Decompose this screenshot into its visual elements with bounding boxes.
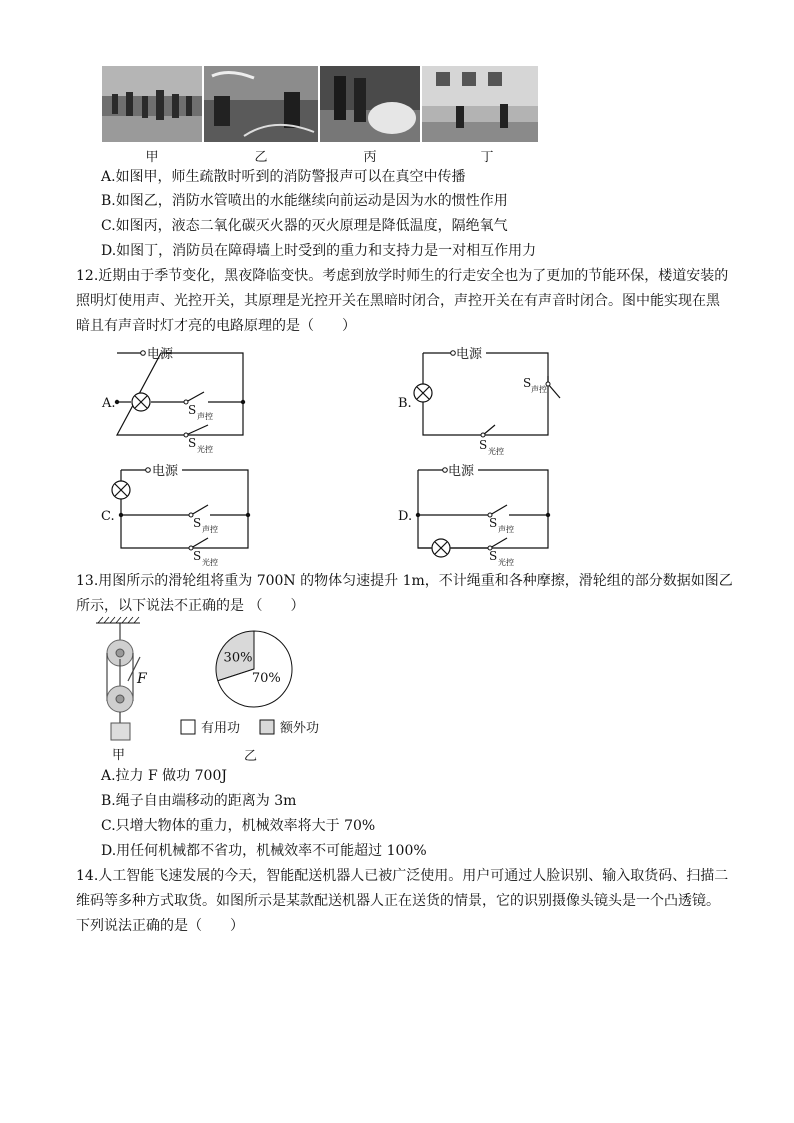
q12-stem-line2: 照明灯使用声、光控开关，其原理是光控开关在黑暗时闭合，声控开关在有声音时闭合。图中能实现在黑 bbox=[76, 293, 720, 309]
power-label-a: 电源 bbox=[147, 347, 174, 362]
circuit-label-d: D. bbox=[398, 509, 413, 524]
pie-label-extra: 30% bbox=[223, 650, 253, 666]
pie-chart bbox=[175, 625, 335, 765]
switch-label-b-light: S bbox=[479, 438, 488, 452]
q12-stem-line1: 12.近期由于季节变化，黑夜降临变快。考虑到放学时师生的行走安全也为了更加的节能环保，楼道安装的 bbox=[76, 268, 729, 284]
pulley-figure bbox=[90, 615, 160, 765]
switch-sub-b-sound: 声控 bbox=[531, 385, 547, 394]
q13-stem-line2: 所示，以下说法不正确的是 （ ） bbox=[76, 598, 305, 614]
q13-option-d: D.用任何机械都不省功，机械效率不可能超过 100% bbox=[101, 843, 427, 859]
lamp-icon-b bbox=[414, 384, 432, 402]
lamp-icon-a bbox=[132, 393, 150, 411]
switch-sub-d-light: 光控 bbox=[498, 558, 514, 567]
q11-option-b: B.如图乙，消防水管喷出的水能继续向前运动是因为水的惯性作用 bbox=[101, 193, 508, 209]
switch-sub-a-light: 光控 bbox=[197, 445, 213, 454]
legend-label-extra: 额外功 bbox=[280, 721, 320, 736]
switch-label-d-light: S bbox=[489, 549, 498, 563]
switch-label-c-sound: S bbox=[193, 516, 202, 530]
caption-bing: 丙 bbox=[363, 150, 377, 165]
switch-sub-c-sound: 声控 bbox=[202, 525, 218, 534]
fig-label-jia: 甲 bbox=[112, 748, 126, 763]
switch-label-a-light: S bbox=[188, 436, 197, 450]
switch-label-d-sound: S bbox=[489, 516, 498, 530]
q12-stem-line3: 暗且有声音时灯才亮的电路原理的是（ ） bbox=[76, 318, 356, 334]
lamp-icon-d bbox=[432, 539, 450, 557]
q11-option-a: A.如图甲，师生疏散时听到的消防警报声可以在真空中传播 bbox=[101, 169, 466, 185]
q14-stem-line1: 14.人工智能飞速发展的今天，智能配送机器人已被广泛使用。用户可通过人脸识别、输入取货码、扫描二 bbox=[76, 868, 729, 884]
power-label-c: 电源 bbox=[152, 464, 179, 479]
caption-ding: 丁 bbox=[480, 150, 494, 165]
switch-sub-a-sound: 声控 bbox=[197, 412, 213, 421]
circuit-d bbox=[418, 470, 548, 548]
junction-dots bbox=[115, 400, 550, 517]
switch-sub-b-light: 光控 bbox=[488, 447, 504, 456]
switch-label-b-sound: S bbox=[523, 376, 532, 390]
circuit-c bbox=[121, 470, 248, 548]
pie-label-useful: 70% bbox=[251, 670, 281, 686]
switch-sub-d-sound: 声控 bbox=[498, 525, 514, 534]
legend-label-useful: 有用功 bbox=[201, 721, 241, 736]
pie-legend bbox=[181, 720, 319, 736]
lamp-icon-c bbox=[112, 481, 130, 499]
switch-label-c-light: S bbox=[193, 549, 202, 563]
q14-stem-line2: 维码等多种方式取货。如图所示是某款配送机器人正在送货的情景，它的识别摄像头镜头是一个凸透镜。 bbox=[76, 893, 720, 909]
power-label-d: 电源 bbox=[448, 464, 475, 479]
circuit-label-a: A. bbox=[102, 396, 116, 411]
switch-sub-c-light: 光控 bbox=[202, 558, 218, 567]
q11-option-c: C.如图丙，液态二氧化碳灭火器的灭火原理是降低温度，隔绝氧气 bbox=[101, 218, 508, 234]
q11-option-d: D.如图丁，消防员在障碍墙上时受到的重力和支持力是一对相互作用力 bbox=[101, 243, 537, 259]
q13-stem-line1: 13.用图所示的滑轮组将重为 700N 的物体匀速提升 1m，不计绳重和各种摩擦，滑轮组的部分数据如图乙 bbox=[76, 573, 733, 589]
circuit-label-c: C. bbox=[101, 509, 115, 524]
circuit-b bbox=[423, 353, 560, 435]
q13-option-c: C.只增大物体的重力，机械效率将大于 70% bbox=[101, 818, 376, 834]
q14-stem-line3: 下列说法正确的是（ ） bbox=[76, 918, 244, 934]
q13-option-a: A.拉力 F 做功 700J bbox=[101, 768, 227, 784]
movable-pulley bbox=[107, 686, 133, 712]
fig-label-yi: 乙 bbox=[244, 749, 258, 764]
legend-swatch-useful bbox=[181, 720, 195, 734]
force-label: F bbox=[137, 671, 147, 687]
q13-option-b: B.绳子自由端移动的距离为 3m bbox=[101, 793, 297, 809]
power-label-b: 电源 bbox=[456, 347, 483, 362]
caption-jia: 甲 bbox=[145, 150, 159, 165]
switch-label-a-sound: S bbox=[188, 403, 197, 417]
circuit-label-b: B. bbox=[398, 396, 412, 411]
load-block bbox=[111, 723, 130, 740]
caption-yi: 乙 bbox=[254, 150, 268, 165]
legend-swatch-extra bbox=[260, 720, 274, 734]
